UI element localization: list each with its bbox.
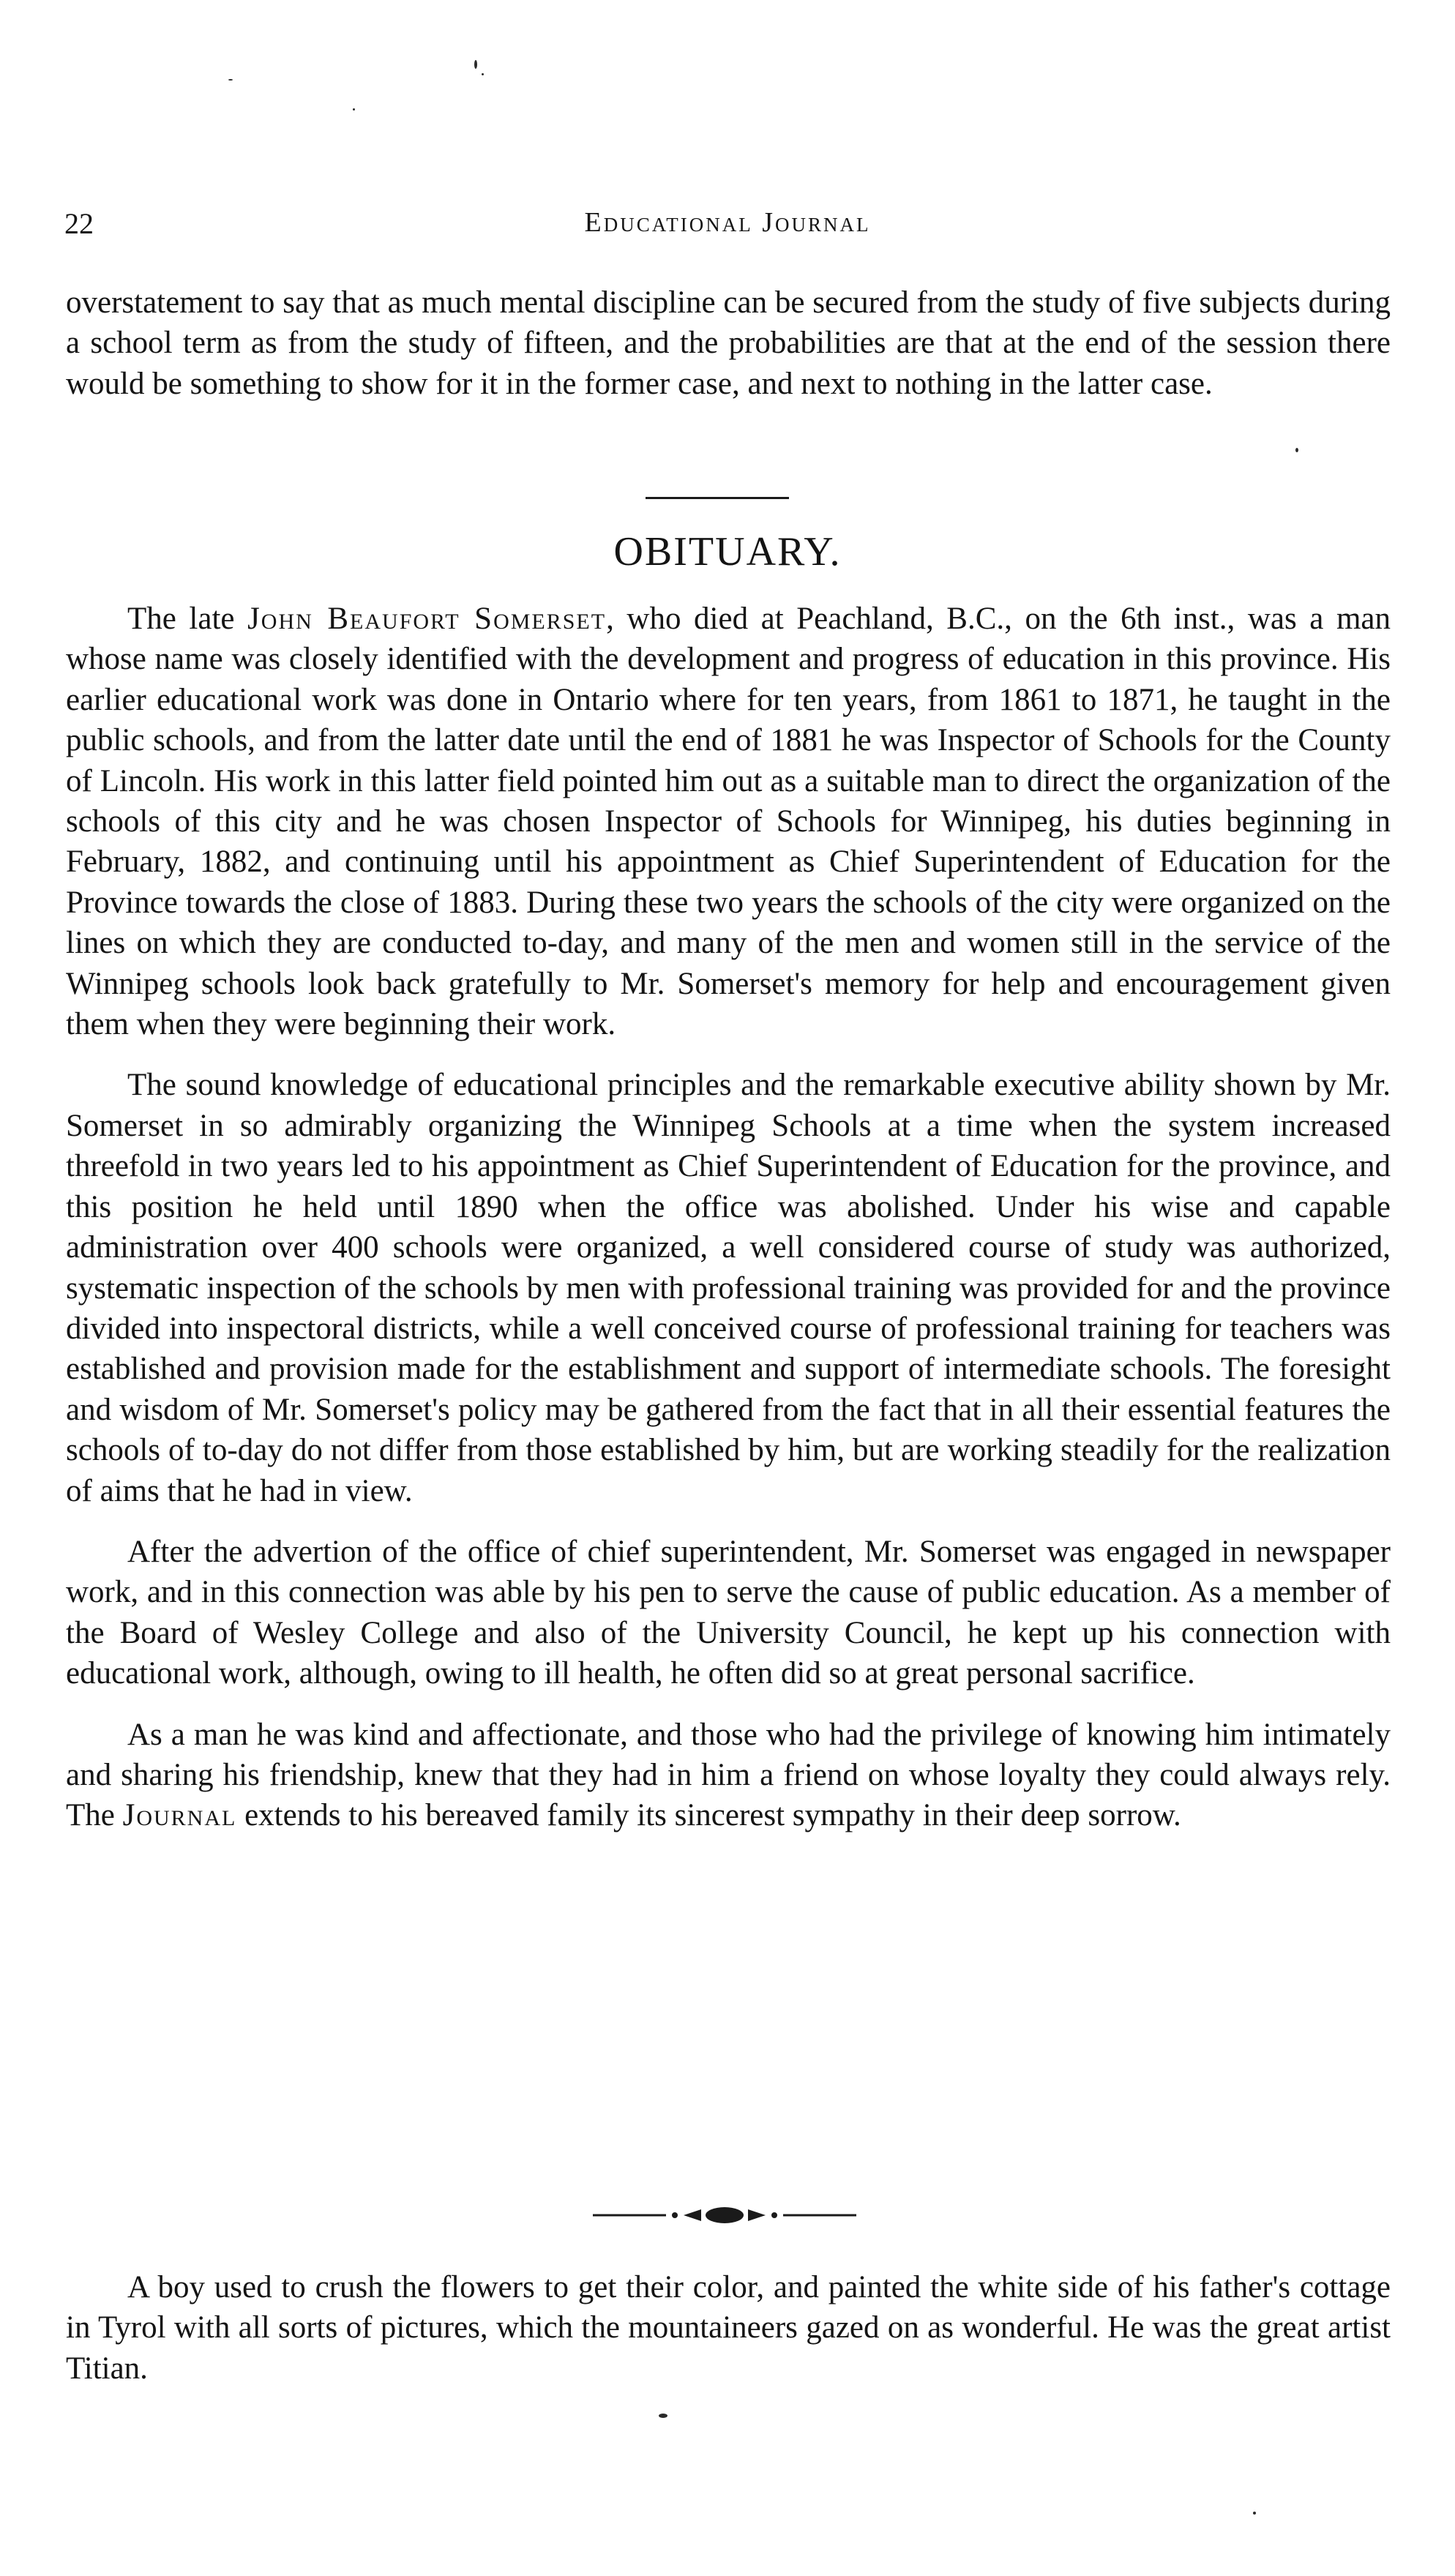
- obituary-p1-text: , who died at Peachland, B.C., on the 6th inst., was a man whose name was closely identified with the development and progress of education in this province. His earlier educational work was done in Ontario where for ten years, from 1861 to 1871, he taught in the public schools, and from the latter date until the end of 1881 he was Inspector of Schools for the County of Lincoln. His work in this latter field pointed him out as a suitable man to direct the organization of the schools of this city and he was chosen Inspector of Schools for Winnipeg, his duties beginning in February, 1882, and continuing until his appointment as Chief Superintendent of Education for the Province towards the close of 1883. During these two years the schools of the city were organized on the lines on which they are conducted to-day, and many of the men and women still in the service of the Winnipeg schools look back gratefully to Mr. Somerset's memory for help and encouragement given them when they were beginning their work.: [66, 602, 1391, 1042]
- obituary-heading: OBITUARY.: [613, 529, 842, 574]
- page-number: 22: [64, 207, 94, 240]
- running-head: [64, 206, 1391, 250]
- ink-speck: [482, 73, 484, 75]
- ornamental-divider: [593, 2204, 856, 2226]
- ink-speck: [1295, 448, 1298, 452]
- intro-paragraph: overstatement to say that as much mental discipline can be secured from the study of five subjects during a school term as from the study of fifteen, and the probabilities are that at the end of the session there would be something to show for it in the former case, and next to nothing in the latter case.: [66, 285, 1391, 401]
- obituary-body: [66, 599, 1391, 1836]
- obituary-paragraph-2: The sound knowledge of educational principles and the remarkable executive ability shown by Mr. Somerset in so admirably organizing the Winnipeg Schools at a time when the system increased threefold in two years led to his appointment as Chief Superintendent of Education for the province, and this position he held until 1890 when the office was abolished. Under his wise and capable administration over 400 schools were organized, a well considered course of study was authorized, systematic inspection of the schools by men with professional training was provided for and the province divided into inspectoral districts, while a well conceived course of professional training for teachers was established and provision made for the establishment and support of intermediate schools. The foresight and wisdom of Mr. Somerset's policy may be gathered from the fact that in all their essential features the schools of to-day do not differ from those established by him, but are working steadily for the realization of aims that he had in view.: [66, 1068, 1391, 1508]
- ink-speck: [474, 60, 477, 69]
- obituary-p4-lead: As a man he was kind and affectionate, and those who had the privilege of knowing him intimately and sharing his friendship, knew that they had in him a friend on whose loyalty they could always rely. The: [66, 1717, 1391, 1833]
- ink-speck: [228, 79, 233, 80]
- anecdote-block: [66, 2267, 1391, 2389]
- ink-speck: [353, 108, 355, 111]
- obituary-paragraph-3: After the advertion of the office of chief superintendent, Mr. Somerset was engaged in newspaper work, and in this connection was able by his pen to serve the cause of public education. As a member of the Board of Wesley College and also of the University Council, he kept up his connection with educational work, although, owing to ill health, he often did so at great personal sacrifice.: [66, 1534, 1391, 1691]
- anecdote-paragraph: A boy used to crush the flowers to get their color, and painted the white side of his father's cottage in Tyrol with all sorts of pictures, which the mountaineers gazed on as wonderful. He was the great artist Titian.: [66, 2270, 1391, 2386]
- obituary-paragraph-1: [66, 599, 1391, 1044]
- journal-name: Journal: [122, 1798, 237, 1833]
- ink-speck: [659, 2414, 667, 2418]
- journal-title: Educational Journal: [584, 207, 871, 238]
- ink-speck: [1253, 2512, 1256, 2515]
- section-divider: [646, 497, 789, 499]
- deceased-name: John Beaufort Somerset: [247, 602, 607, 636]
- obituary-p1-lead: The late: [127, 602, 248, 636]
- obituary-paragraph-4: [66, 1715, 1391, 1836]
- obituary-p4-text: extends to his bereaved family its sincerest sympathy in their deep sorrow.: [236, 1798, 1181, 1833]
- intro-block: [66, 282, 1391, 404]
